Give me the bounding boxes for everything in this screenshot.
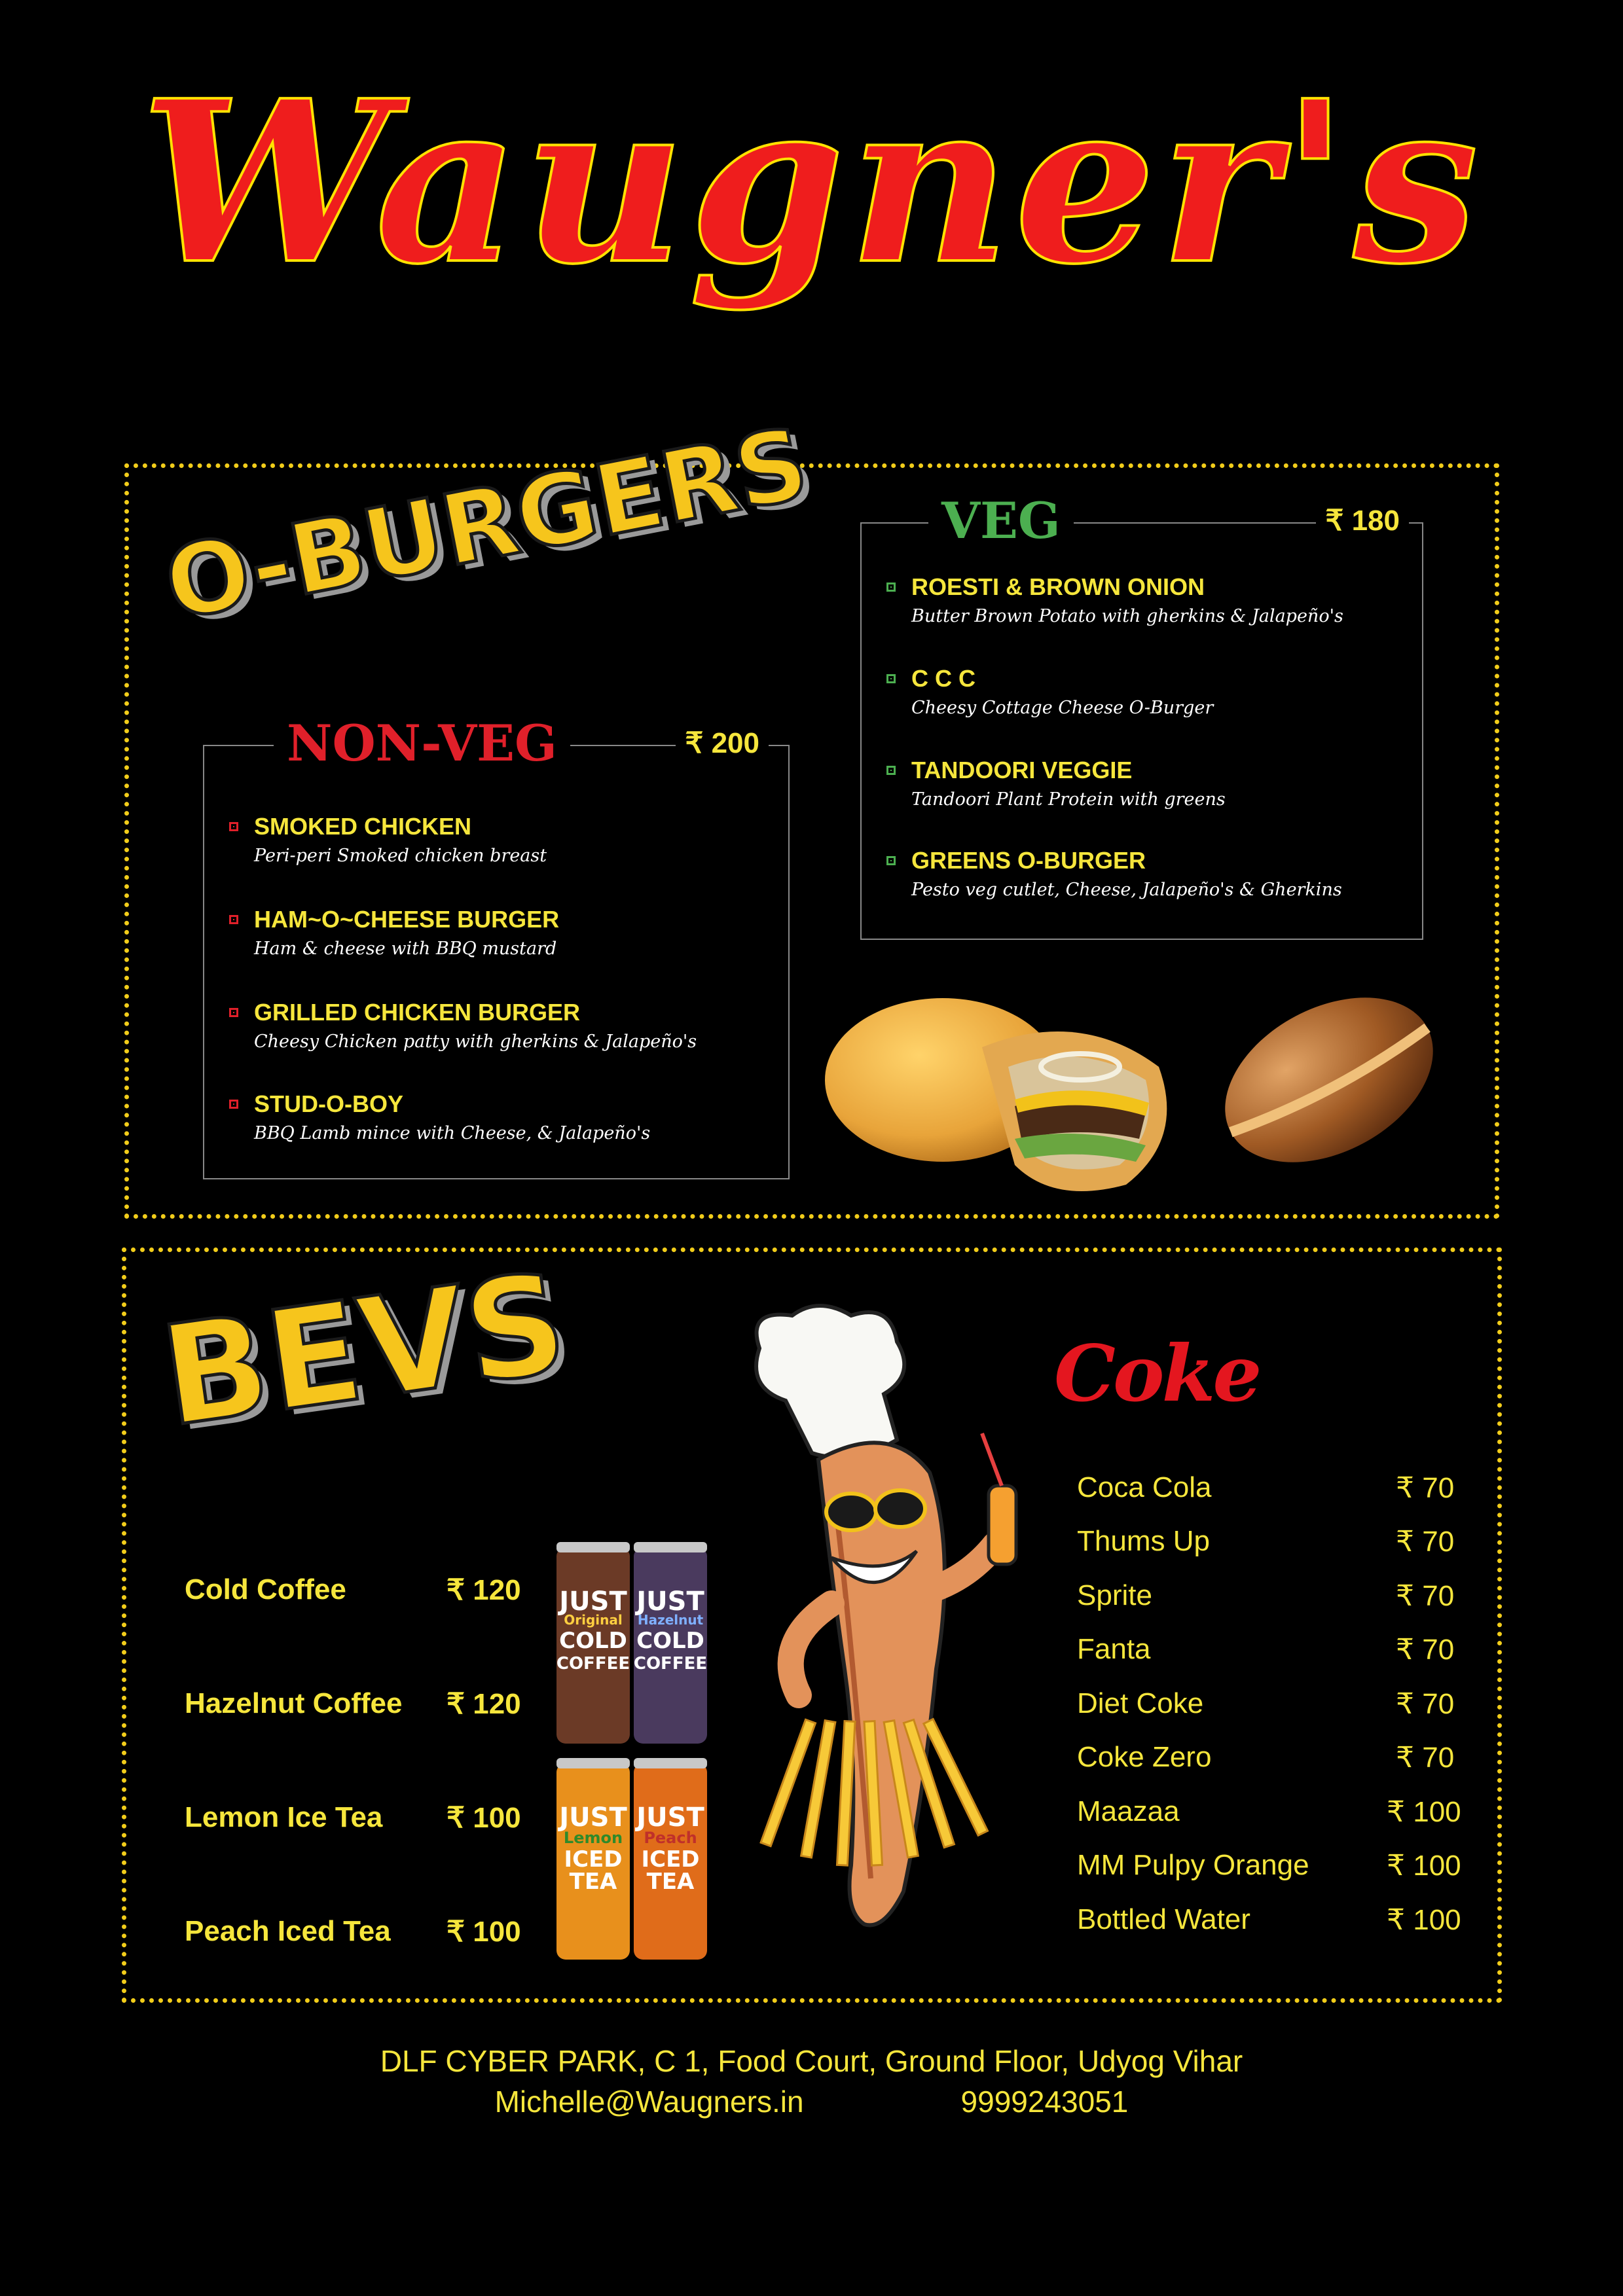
can-hazelnut-cold-coffee xyxy=(634,1542,707,1744)
svg-text:COFFEE: COFFEE xyxy=(556,1654,630,1674)
burgers-heading: O-BURGERS xyxy=(156,406,817,643)
coke-item-name: Diet Coke xyxy=(1077,1687,1204,1719)
coke-item-price: ₹ 70 xyxy=(1396,1634,1455,1666)
svg-text:TEA: TEA xyxy=(646,1869,695,1895)
item-desc: Peri-peri Smoked chicken breast xyxy=(254,846,547,866)
can-peach-iced-tea xyxy=(634,1758,707,1960)
svg-text:COLD: COLD xyxy=(636,1628,704,1654)
bev-item-price: ₹ 100 xyxy=(447,1802,521,1834)
hotdog-mascot-image xyxy=(720,1302,1061,1957)
nonveg-bullet-icon xyxy=(229,1100,238,1109)
nonveg-bullet-icon xyxy=(229,1008,238,1017)
item-name: SMOKED CHICKEN xyxy=(254,813,472,840)
item-desc: Tandoori Plant Protein with greens xyxy=(911,789,1226,810)
footer-email-link[interactable]: Michelle@Waugners.in xyxy=(494,2085,804,2119)
bev-item-name: Peach Iced Tea xyxy=(185,1915,391,1947)
coke-item-price: ₹ 70 xyxy=(1396,1580,1455,1612)
burger-closed-image xyxy=(1198,982,1460,1178)
coke-item-name: Fanta xyxy=(1077,1633,1151,1665)
footer-phone[interactable]: 9999243051 xyxy=(960,2085,1129,2119)
svg-text:JUST: JUST xyxy=(559,1587,627,1617)
veg-bullet-icon xyxy=(886,766,896,775)
item-desc: Cheesy Chicken patty with gherkins & Jalapeño's xyxy=(254,1031,697,1052)
svg-text:JUST: JUST xyxy=(559,1803,627,1833)
bev-item-name: Lemon Ice Tea xyxy=(185,1801,383,1833)
coke-item-name: Coke Zero xyxy=(1077,1741,1212,1773)
iced-tea-cans-image xyxy=(554,1754,712,1970)
coke-item-name: Bottled Water xyxy=(1077,1903,1250,1935)
veg-price: ₹ 180 xyxy=(1316,507,1409,535)
svg-text:TEA: TEA xyxy=(569,1869,617,1895)
item-name: C C C xyxy=(911,665,976,692)
footer-address: DLF CYBER PARK, C 1, Food Court, Ground Floor, Udyog Vihar xyxy=(380,2044,1243,2078)
svg-text:Hazelnut: Hazelnut xyxy=(637,1612,704,1628)
item-name: GRILLED CHICKEN BURGER xyxy=(254,999,581,1026)
item-desc: Butter Brown Potato with gherkins & Jalapeño's xyxy=(911,606,1343,626)
svg-text:COLD: COLD xyxy=(559,1628,627,1654)
bev-item-price: ₹ 120 xyxy=(447,1574,521,1606)
svg-text:Lemon: Lemon xyxy=(563,1829,623,1847)
bev-item-price: ₹ 100 xyxy=(447,1916,521,1948)
item-desc: Pesto veg cutlet, Cheese, Jalapeño's & Gherkins xyxy=(911,880,1342,900)
nonveg-bullet-icon xyxy=(229,822,238,831)
coke-item-name: Coca Cola xyxy=(1077,1471,1212,1503)
coffee-cans-image xyxy=(554,1538,712,1754)
item-name: HAM~O~CHEESE BURGER xyxy=(254,906,560,933)
veg-title: VEG xyxy=(928,496,1074,546)
coke-logo: Coke xyxy=(1054,1328,1260,1419)
coke-item-name: MM Pulpy Orange xyxy=(1077,1849,1309,1881)
svg-text:ICED: ICED xyxy=(564,1846,623,1873)
item-desc: BBQ Lamb mince with Cheese, & Jalapeño's xyxy=(254,1123,651,1143)
brand-logo: Waugner's xyxy=(140,52,1483,314)
veg-bullet-icon xyxy=(886,674,896,683)
item-desc: Cheesy Cottage Cheese O-Burger xyxy=(911,698,1214,718)
svg-text:JUST: JUST xyxy=(636,1803,704,1833)
bev-item-name: Cold Coffee xyxy=(185,1573,346,1605)
item-desc: Ham & cheese with BBQ mustard xyxy=(254,939,557,959)
burger-cut-image xyxy=(818,969,1185,1204)
coke-item-price: ₹ 100 xyxy=(1387,1904,1461,1936)
coke-item-name: Maazaa xyxy=(1077,1795,1180,1827)
veg-panel xyxy=(860,492,1423,940)
veg-bullet-icon xyxy=(886,856,896,865)
nonveg-bullet-icon xyxy=(229,915,238,924)
coke-item-price: ₹ 100 xyxy=(1387,1850,1461,1882)
item-name: ROESTI & BROWN ONION xyxy=(911,573,1205,600)
svg-text:Peach: Peach xyxy=(644,1829,697,1847)
coke-item-name: Thums Up xyxy=(1077,1525,1210,1557)
coke-item-price: ₹ 70 xyxy=(1396,1472,1455,1504)
nonveg-price: ₹ 200 xyxy=(676,729,769,758)
footer-contact xyxy=(0,2084,1623,2119)
bev-item-price: ₹ 120 xyxy=(447,1688,521,1720)
coke-item-price: ₹ 100 xyxy=(1387,1796,1461,1828)
nonveg-panel xyxy=(203,714,790,1179)
veg-bullet-icon xyxy=(886,583,896,592)
item-name: STUD-O-BOY xyxy=(254,1090,403,1117)
coke-item-name: Sprite xyxy=(1077,1579,1152,1611)
item-name: TANDOORI VEGGIE xyxy=(911,757,1133,783)
nonveg-title: NON-VEG xyxy=(274,719,570,768)
svg-text:Original: Original xyxy=(564,1612,623,1628)
bev-item-name: Hazelnut Coffee xyxy=(185,1687,403,1719)
can-lemon-iced-tea xyxy=(556,1758,630,1960)
svg-text:COFFEE: COFFEE xyxy=(633,1654,708,1674)
svg-text:ICED: ICED xyxy=(641,1846,700,1873)
item-name: GREENS O-BURGER xyxy=(911,847,1146,874)
bevs-heading: BEVS xyxy=(153,1242,575,1458)
can-original-cold-coffee xyxy=(556,1542,630,1744)
svg-text:JUST: JUST xyxy=(636,1587,704,1617)
coke-item-price: ₹ 70 xyxy=(1396,1742,1455,1774)
coke-item-price: ₹ 70 xyxy=(1396,1526,1455,1558)
coke-item-price: ₹ 70 xyxy=(1396,1688,1455,1720)
